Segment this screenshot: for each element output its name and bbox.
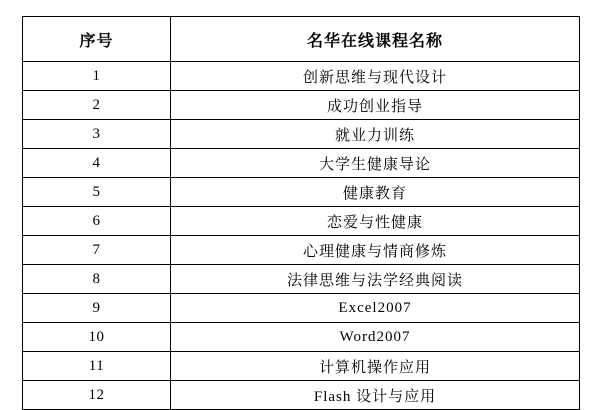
row-number: 7 bbox=[23, 236, 171, 265]
table-row bbox=[23, 381, 580, 410]
row-number: 1 bbox=[23, 62, 171, 91]
row-number: 11 bbox=[23, 352, 171, 381]
row-number: 8 bbox=[23, 265, 171, 294]
table-row bbox=[23, 323, 580, 352]
row-course-name: 法律思维与法学经典阅读 bbox=[171, 265, 580, 294]
table-row bbox=[23, 294, 580, 323]
row-course-name: Excel2007 bbox=[171, 294, 580, 323]
table-row bbox=[23, 236, 580, 265]
row-number: 10 bbox=[23, 323, 171, 352]
header-cell-no: 序号 bbox=[23, 17, 171, 62]
row-course-name: 心理健康与情商修炼 bbox=[171, 236, 580, 265]
row-course-name: Word2007 bbox=[171, 323, 580, 352]
header-cell-name: 名华在线课程名称 bbox=[171, 17, 580, 62]
table-body bbox=[23, 17, 580, 410]
row-number: 9 bbox=[23, 294, 171, 323]
row-course-name: 成功创业指导 bbox=[171, 91, 580, 120]
row-course-name: 计算机操作应用 bbox=[171, 352, 580, 381]
row-number: 12 bbox=[23, 381, 171, 410]
table-row bbox=[23, 149, 580, 178]
row-course-name: 大学生健康导论 bbox=[171, 149, 580, 178]
table-row bbox=[23, 178, 580, 207]
row-course-name: Flash 设计与应用 bbox=[171, 381, 580, 410]
table-header-row bbox=[23, 17, 580, 62]
table-row bbox=[23, 62, 580, 91]
table-row bbox=[23, 207, 580, 236]
table-row bbox=[23, 91, 580, 120]
table-row bbox=[23, 120, 580, 149]
row-number: 4 bbox=[23, 149, 171, 178]
row-course-name: 健康教育 bbox=[171, 178, 580, 207]
row-course-name: 创新思维与现代设计 bbox=[171, 62, 580, 91]
table-row bbox=[23, 265, 580, 294]
table-row bbox=[23, 352, 580, 381]
course-table bbox=[22, 16, 580, 410]
row-course-name: 恋爱与性健康 bbox=[171, 207, 580, 236]
row-course-name: 就业力训练 bbox=[171, 120, 580, 149]
row-number: 6 bbox=[23, 207, 171, 236]
row-number: 2 bbox=[23, 91, 171, 120]
row-number: 5 bbox=[23, 178, 171, 207]
row-number: 3 bbox=[23, 120, 171, 149]
